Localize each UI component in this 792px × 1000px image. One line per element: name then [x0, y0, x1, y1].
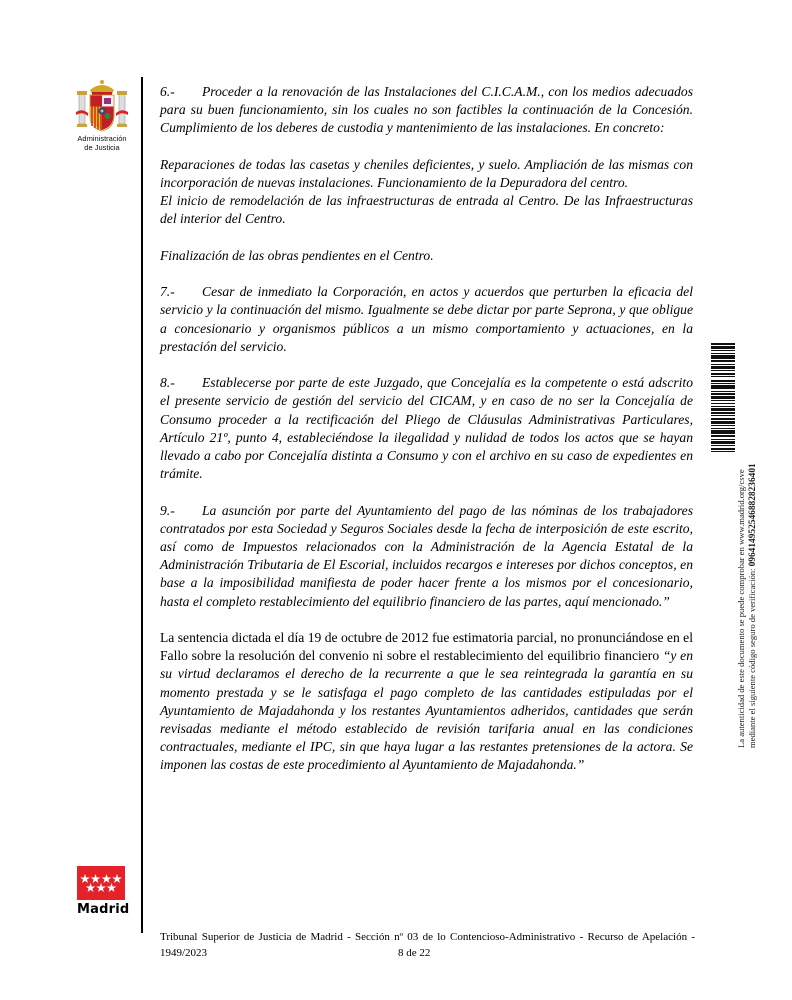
barcode-bar	[711, 383, 735, 384]
barcode-bar	[711, 418, 735, 420]
coat-of-arms-icon	[76, 78, 128, 134]
page-footer	[160, 929, 695, 961]
item-9-text: La asunción por parte del Ayuntamiento del pago de las nóminas de los trabajadores contratados por esta Sociedad y Seguros Sociales desde la fecha de interposición de este escrito, así como de Impuestos relacionados con la Administración de la Agencia Estatal de la Administración Tributaria de El Escorial, incluidos recargos e intereses por dichos conceptos, en base a la imposibilidad manifiesta de poder hacer frente a los mismos por el concesionario, hasta el completo restablecimiento del equilibrio financiero de las partes, aquí mencionado.”	[160, 502, 693, 609]
barcode-bar	[711, 373, 735, 375]
logo-caption-line1: Administración	[77, 134, 127, 143]
barcode-icon	[711, 343, 735, 455]
sentencia-paragraph	[160, 629, 693, 775]
item-6	[160, 83, 693, 138]
verification-sidebar	[708, 343, 758, 748]
barcode-bar	[711, 346, 735, 349]
stars-icon	[77, 866, 125, 900]
barcode-bar	[711, 428, 735, 429]
barcode-bar	[711, 448, 735, 450]
document-body	[160, 83, 693, 775]
barcode-bar	[711, 343, 735, 345]
barcode-bar	[711, 412, 735, 414]
barcode-bar	[711, 360, 735, 362]
item-9-number: 9.-	[160, 502, 175, 518]
verification-line1: La autenticidad de este documento se puede comprobar en www.madrid.org/csve	[736, 469, 746, 748]
barcode-bar	[711, 435, 735, 437]
barcode-bar	[711, 376, 735, 377]
page-indicator: 8 de 22	[398, 947, 431, 959]
barcode-bar	[711, 408, 735, 411]
barcode-bar	[711, 353, 735, 354]
barcode-bar	[711, 406, 735, 407]
barcode-bar	[711, 355, 735, 359]
item-7	[160, 283, 693, 356]
barcode-bar	[711, 451, 735, 452]
madrid-wordmark: Madrid	[77, 902, 130, 917]
barcode-bar	[711, 396, 735, 399]
verification-line2: mediante el siguiente código seguro de verificación: 0964149525468828236401	[747, 463, 758, 748]
item-9	[160, 502, 693, 611]
barcode-bar	[711, 370, 735, 371]
barcode-bar	[711, 366, 735, 369]
item-6-detail-a: Reparaciones de todas las casetas y cheniles deficientes, y suelo. Ampliación de las mismas con incorporación de nuevas instalaciones. Funcionamiento de la Depuradora del centro.	[160, 156, 693, 190]
barcode-bar	[711, 391, 735, 392]
footer-case-number: 1949/2023	[160, 947, 208, 959]
barcode-bar	[711, 350, 735, 351]
item-7-text: Cesar de inmediato la Corporación, en actos y acuerdos que perturben la eficacia del servicio y la continuación del mismo. Igualmente se debe dictar por parte Seprona, y que obligue a concesionario y organismos públicos a un mismo comportamiento y actuaciones, en la prestación del servicio.	[160, 284, 693, 354]
barcode-bar	[711, 441, 735, 444]
barcode-bar	[711, 403, 735, 404]
barcode-bar	[711, 393, 735, 395]
footer-court: Tribunal Superior de Justicia de Madrid - Sección nº 03 de lo Contencioso-Administrativo - Recurso de Apelación -	[160, 931, 695, 943]
item-8-text: Establecerse por parte de este Juzgado, que Concejalía es la competente o está adscrito el presente servicio de gestión del servicio del CICAM, y en caso de no ser la Concejalía de Consumo proceder a la rectificación del Pliego de Cláusulas Administrativas Particulares, Artículo 21º, punto 4, estableciéndose la ilegalidad y nulidad de todos los actos que se hayan llevado a cabo por Concejalía distinta a Consumo y con el archivo en su caso de expedientes en trámite.	[160, 375, 693, 482]
verification-code: 0964149525468828236401	[748, 463, 758, 567]
barcode-bar	[711, 385, 735, 389]
sentencia-lead: La sentencia dictada el día 19 de octubre de 2012 fue estimatoria parcial, no pronunciándose en el Fallo sobre la resolución del convenio ni sobre el restablecimiento del equilibrio financiero	[160, 630, 693, 664]
item-6-text: Proceder a la renovación de las Instalaciones del C.I.C.A.M., con los medios adecuados para su buen funcionamiento, sin los cuales no son factibles la continuación de la Concesión. Cumplimiento de los deberes de custodia y mantenimiento de las instalaciones. En concreto:	[160, 84, 693, 136]
barcode-bar	[711, 364, 735, 365]
barcode-bar	[711, 380, 735, 382]
item-8	[160, 374, 693, 483]
verification-text	[736, 461, 759, 748]
sentencia-quote: “y en su virtud declaramos el derecho de la recurrente a que le sea reintegrada la garantía en su momento prestada y se le satisfaga el pago completo de las cantidades estipuladas por el Ayuntamiento de Majadahonda y los restantes Ayuntamientos adheridos, cantidades que serán revisadas mediante el método establecido de revisión tarifaria anual en las condiciones contractuales, mediante el IPC, sin que haya lugar a las restantes pretensiones de la actora. Se imponen las costas de este procedimiento al Ayuntamiento de Majadahonda.”	[160, 648, 693, 773]
madrid-flag	[77, 866, 125, 900]
barcode-bar	[711, 430, 735, 434]
barcode-bar	[711, 445, 735, 446]
barcode-bar	[711, 415, 735, 416]
item-6-detail-b: El inicio de remodelación de las infraestructuras de entrada al Centro. De las Infraestructuras del interior del Centro.	[160, 193, 693, 227]
administracion-justicia-logo	[74, 78, 130, 154]
barcode-bar	[711, 421, 735, 424]
comunidad-madrid-logo	[77, 866, 130, 917]
item-6-detail-c: Finalización de las obras pendientes en el Centro.	[160, 247, 434, 263]
barcode-bar	[711, 425, 735, 426]
barcode-bar	[711, 400, 735, 401]
item-7-number: 7.-	[160, 284, 175, 300]
item-8-number: 8.-	[160, 375, 175, 391]
item-6-number: 6.-	[160, 84, 175, 99]
barcode-bar	[711, 439, 735, 440]
margin-rule	[141, 77, 143, 933]
logo-caption-line2: de Justicia	[84, 143, 120, 152]
